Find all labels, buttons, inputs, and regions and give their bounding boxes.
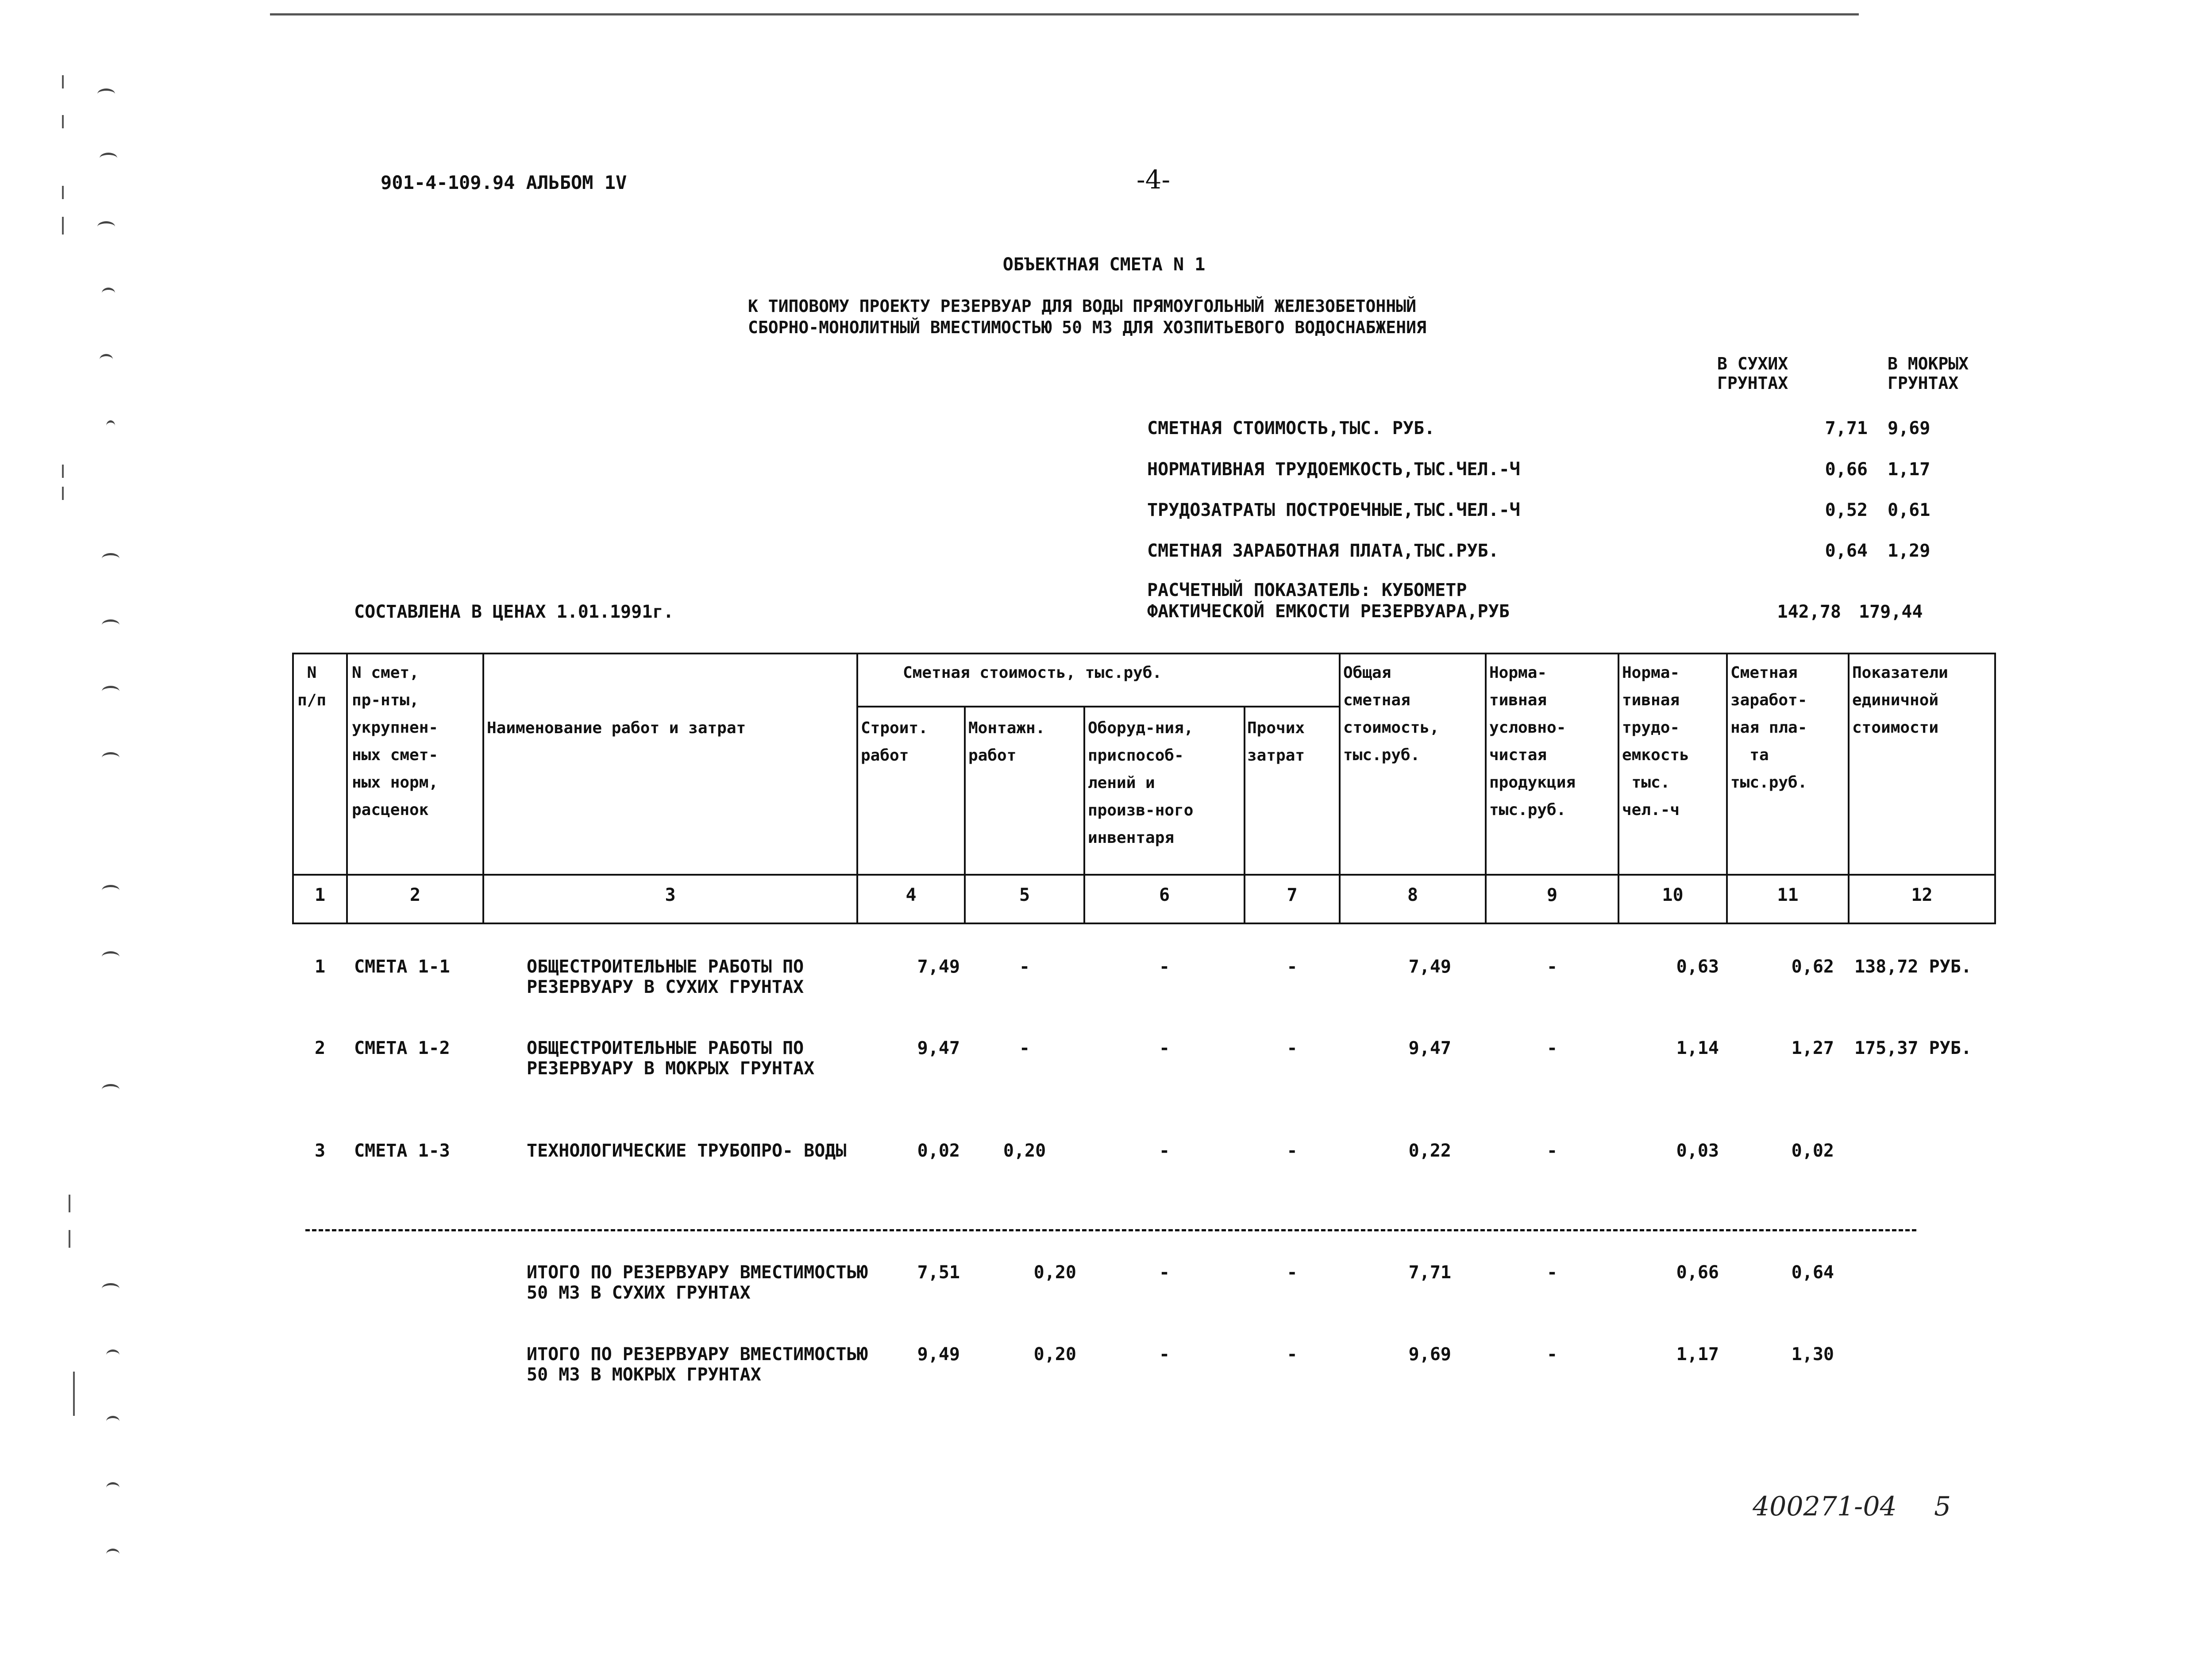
document-code: 901-4-109.94 АЛЬБОМ 1V — [381, 172, 627, 193]
total-label: ИТОГО ПО РЕЗЕРВУАРУ ВМЕСТИМОСТЬЮ 50 М3 В СУХИХ ГРУНТАХ — [527, 1262, 868, 1303]
row-total-cost: 0,22 — [1408, 1141, 1451, 1161]
margin-mark — [102, 288, 115, 299]
col-header-installation: Монтажн. работ — [968, 719, 1045, 765]
row-wages: 0,02 — [1791, 1141, 1834, 1161]
margin-mark — [102, 686, 119, 697]
row-number: 3 — [314, 1141, 326, 1161]
margin-tick — [62, 217, 64, 235]
margin-mark — [106, 1349, 119, 1361]
total-construction: 7,51 — [917, 1262, 960, 1283]
col-header-unit-cost: Показатели единичной стоимости — [1852, 664, 1948, 737]
total-net-product: - — [1546, 1344, 1558, 1365]
row-construction: 7,49 — [917, 957, 960, 977]
row-other: - — [1287, 1038, 1298, 1058]
estimate-title: ОБЪЕКТНАЯ СМЕТА N 1 — [1002, 254, 1206, 275]
top-rule — [270, 13, 1859, 15]
summary-wet-value: 9,69 — [1888, 418, 1931, 438]
row-estimate-code: СМЕТА 1-2 — [354, 1038, 450, 1058]
summary-dry-value: 7,71 — [1825, 418, 1868, 438]
row-unit-cost: 138,72 РУБ. — [1854, 957, 1972, 977]
total-labor-intensity: 1,17 — [1676, 1344, 1719, 1365]
margin-mark — [102, 951, 119, 962]
col-number: 7 — [1287, 885, 1298, 905]
row-net-product: - — [1546, 1141, 1558, 1161]
summary-col-wet: В МОКРЫХ ГРУНТАХ — [1888, 354, 1969, 393]
col-header-net-product: Норма- тивная условно- чистая продукция тыс.руб. — [1489, 664, 1576, 819]
calc-indicator-wet: 179,44 — [1859, 602, 1923, 622]
col-header-work-name: Наименование работ и затрат — [487, 719, 746, 737]
margin-mark — [106, 1549, 119, 1560]
row-wages: 1,27 — [1791, 1038, 1834, 1058]
summary-wet-value: 1,29 — [1888, 541, 1931, 561]
row-installation: 0,20 — [1003, 1141, 1046, 1161]
row-equipment: - — [1159, 1038, 1170, 1058]
margin-mark — [106, 420, 115, 431]
handwritten-page-number: 5 — [1934, 1491, 1951, 1522]
summary-label: СМЕТНАЯ СТОИМОСТЬ,ТЫС. РУБ. — [1147, 418, 1435, 438]
row-work-name: ОБЩЕСТРОИТЕЛЬНЫЕ РАБОТЫ ПО РЕЗЕРВУАРУ В МОКРЫХ ГРУНТАХ — [527, 1038, 815, 1079]
row-net-product: - — [1546, 1038, 1558, 1058]
col-number: 4 — [906, 885, 917, 905]
estimate-subtitle-line1: К ТИПОВОМУ ПРОЕКТУ РЕЗЕРВУАР ДЛЯ ВОДЫ ПРЯМОУГОЛЬНЫЙ ЖЕЛЕЗОБЕТОННЫЙ — [748, 296, 1416, 316]
summary-label: ТРУДОЗАТРАТЫ ПОСТРОЕЧНЫЕ,ТЫС.ЧЕЛ.-Ч — [1147, 500, 1520, 520]
row-labor-intensity: 0,63 — [1676, 957, 1719, 977]
row-work-name: ТЕХНОЛОГИЧЕСКИЕ ТРУБОПРО- ВОДЫ — [527, 1141, 847, 1161]
margin-tick — [69, 1230, 70, 1248]
summary-col-dry: В СУХИХ ГРУНТАХ — [1717, 354, 1788, 393]
margin-tick — [73, 1372, 75, 1416]
col-number: 8 — [1407, 885, 1418, 905]
summary-dry-value: 0,66 — [1825, 459, 1868, 480]
col-header-n: N п/п — [297, 664, 327, 709]
total-equipment: - — [1159, 1262, 1170, 1283]
total-cost: 7,71 — [1408, 1262, 1451, 1283]
row-work-name: ОБЩЕСТРОИТЕЛЬНЫЕ РАБОТЫ ПО РЕЗЕРВУАРУ В СУХИХ ГРУНТАХ — [527, 957, 804, 997]
margin-tick — [62, 186, 64, 199]
col-header-equipment: Оборуд-ния, приспособ- лений и произв-ного инвентаря — [1088, 719, 1194, 847]
summary-dry-value: 0,52 — [1825, 500, 1868, 520]
handwritten-archive-code: 400271-04 — [1753, 1491, 1897, 1522]
summary-label: СМЕТНАЯ ЗАРАБОТНАЯ ПЛАТА,ТЫС.РУБ. — [1147, 541, 1499, 561]
row-other: - — [1287, 1141, 1298, 1161]
margin-mark — [97, 88, 115, 100]
margin-tick — [62, 487, 64, 500]
row-installation: - — [1019, 1038, 1030, 1058]
margin-mark — [106, 1482, 119, 1493]
row-equipment: - — [1159, 1141, 1170, 1161]
total-other: - — [1287, 1262, 1298, 1283]
row-construction: 0,02 — [917, 1141, 960, 1161]
margin-mark — [97, 221, 115, 232]
total-construction: 9,49 — [917, 1344, 960, 1365]
total-cost: 9,69 — [1408, 1344, 1451, 1365]
row-number: 2 — [314, 1038, 326, 1058]
col-header-wages: Сметная заработ- ная пла- та тыс.руб. — [1730, 664, 1807, 792]
total-net-product: - — [1546, 1262, 1558, 1283]
total-installation: 0,20 — [1033, 1344, 1076, 1365]
total-wages: 0,64 — [1791, 1262, 1834, 1283]
margin-tick — [62, 115, 64, 128]
margin-tick — [69, 1195, 70, 1212]
totals-separator — [305, 1229, 1916, 1231]
total-label: ИТОГО ПО РЕЗЕРВУАРУ ВМЕСТИМОСТЬЮ 50 М3 В МОКРЫХ ГРУНТАХ — [527, 1344, 868, 1385]
row-construction: 9,47 — [917, 1038, 960, 1058]
col-number: 2 — [409, 885, 421, 905]
row-estimate-code: СМЕТА 1-3 — [354, 1141, 450, 1161]
margin-mark — [102, 885, 119, 896]
col-header-other: Прочих затрат — [1247, 719, 1305, 765]
margin-mark — [102, 1283, 119, 1294]
summary-dry-value: 0,64 — [1825, 541, 1868, 561]
row-labor-intensity: 1,14 — [1676, 1038, 1719, 1058]
row-other: - — [1287, 957, 1298, 977]
col-number: 6 — [1159, 885, 1170, 905]
row-labor-intensity: 0,03 — [1676, 1141, 1719, 1161]
col-number: 12 — [1911, 885, 1933, 905]
row-wages: 0,62 — [1791, 957, 1834, 977]
summary-label: НОРМАТИВНАЯ ТРУДОЕМКОСТЬ,ТЫС.ЧЕЛ.-Ч — [1147, 459, 1520, 480]
calc-indicator-dry: 142,78 — [1777, 602, 1841, 622]
total-other: - — [1287, 1344, 1298, 1365]
calc-indicator-label: РАСЧЕТНЫЙ ПОКАЗАТЕЛЬ: КУБОМЕТР ФАКТИЧЕСКОЙ ЕМКОСТИ РЕЗЕРВУАРА,РУБ — [1147, 580, 1510, 622]
col-header-labor-intensity: Норма- тивная трудо- емкость тыс. чел.-ч — [1622, 664, 1689, 819]
total-wages: 1,30 — [1791, 1344, 1834, 1365]
col-number: 9 — [1546, 885, 1558, 905]
estimate-subtitle-line2: СБОРНО-МОНОЛИТНЫЙ ВМЕСТИМОСТЬЮ 50 М3 ДЛЯ ХОЗПИТЬЕВОГО ВОДОСНАБЖЕНИЯ — [748, 318, 1426, 337]
col-number: 5 — [1019, 885, 1030, 905]
row-unit-cost: 175,37 РУБ. — [1854, 1038, 1972, 1058]
row-total-cost: 9,47 — [1408, 1038, 1451, 1058]
summary-wet-value: 1,17 — [1888, 459, 1931, 480]
col-number: 10 — [1662, 885, 1684, 905]
margin-mark — [102, 553, 119, 564]
col-header-cost-group: Сметная стоимость, тыс.руб. — [903, 664, 1162, 682]
page-number: -4- — [1137, 165, 1171, 195]
margin-mark — [106, 1416, 119, 1427]
col-header-construction: Строит. работ — [861, 719, 928, 765]
margin-mark — [102, 1084, 119, 1095]
col-header-estimate-code: N смет, пр-нты, укрупнен- ных смет- ных норм, расценок — [352, 664, 439, 819]
row-net-product: - — [1546, 957, 1558, 977]
row-total-cost: 7,49 — [1408, 957, 1451, 977]
total-labor-intensity: 0,66 — [1676, 1262, 1719, 1283]
composed-in-prices: СОСТАВЛЕНА В ЦЕНАХ 1.01.1991г. — [354, 602, 674, 622]
summary-wet-value: 0,61 — [1888, 500, 1931, 520]
total-equipment: - — [1159, 1344, 1170, 1365]
row-equipment: - — [1159, 957, 1170, 977]
margin-mark — [100, 153, 117, 164]
margin-tick — [62, 75, 64, 88]
col-header-total-cost: Общая сметная стоимость, тыс.руб. — [1343, 664, 1439, 764]
row-number: 1 — [314, 957, 326, 977]
margin-mark — [102, 752, 119, 763]
margin-mark — [100, 354, 113, 365]
margin-tick — [62, 465, 64, 478]
col-number: 11 — [1777, 885, 1799, 905]
row-estimate-code: СМЕТА 1-1 — [354, 957, 450, 977]
col-number: 3 — [665, 885, 676, 905]
margin-mark — [102, 619, 119, 630]
col-number: 1 — [314, 885, 326, 905]
total-installation: 0,20 — [1033, 1262, 1076, 1283]
row-installation: - — [1019, 957, 1030, 977]
